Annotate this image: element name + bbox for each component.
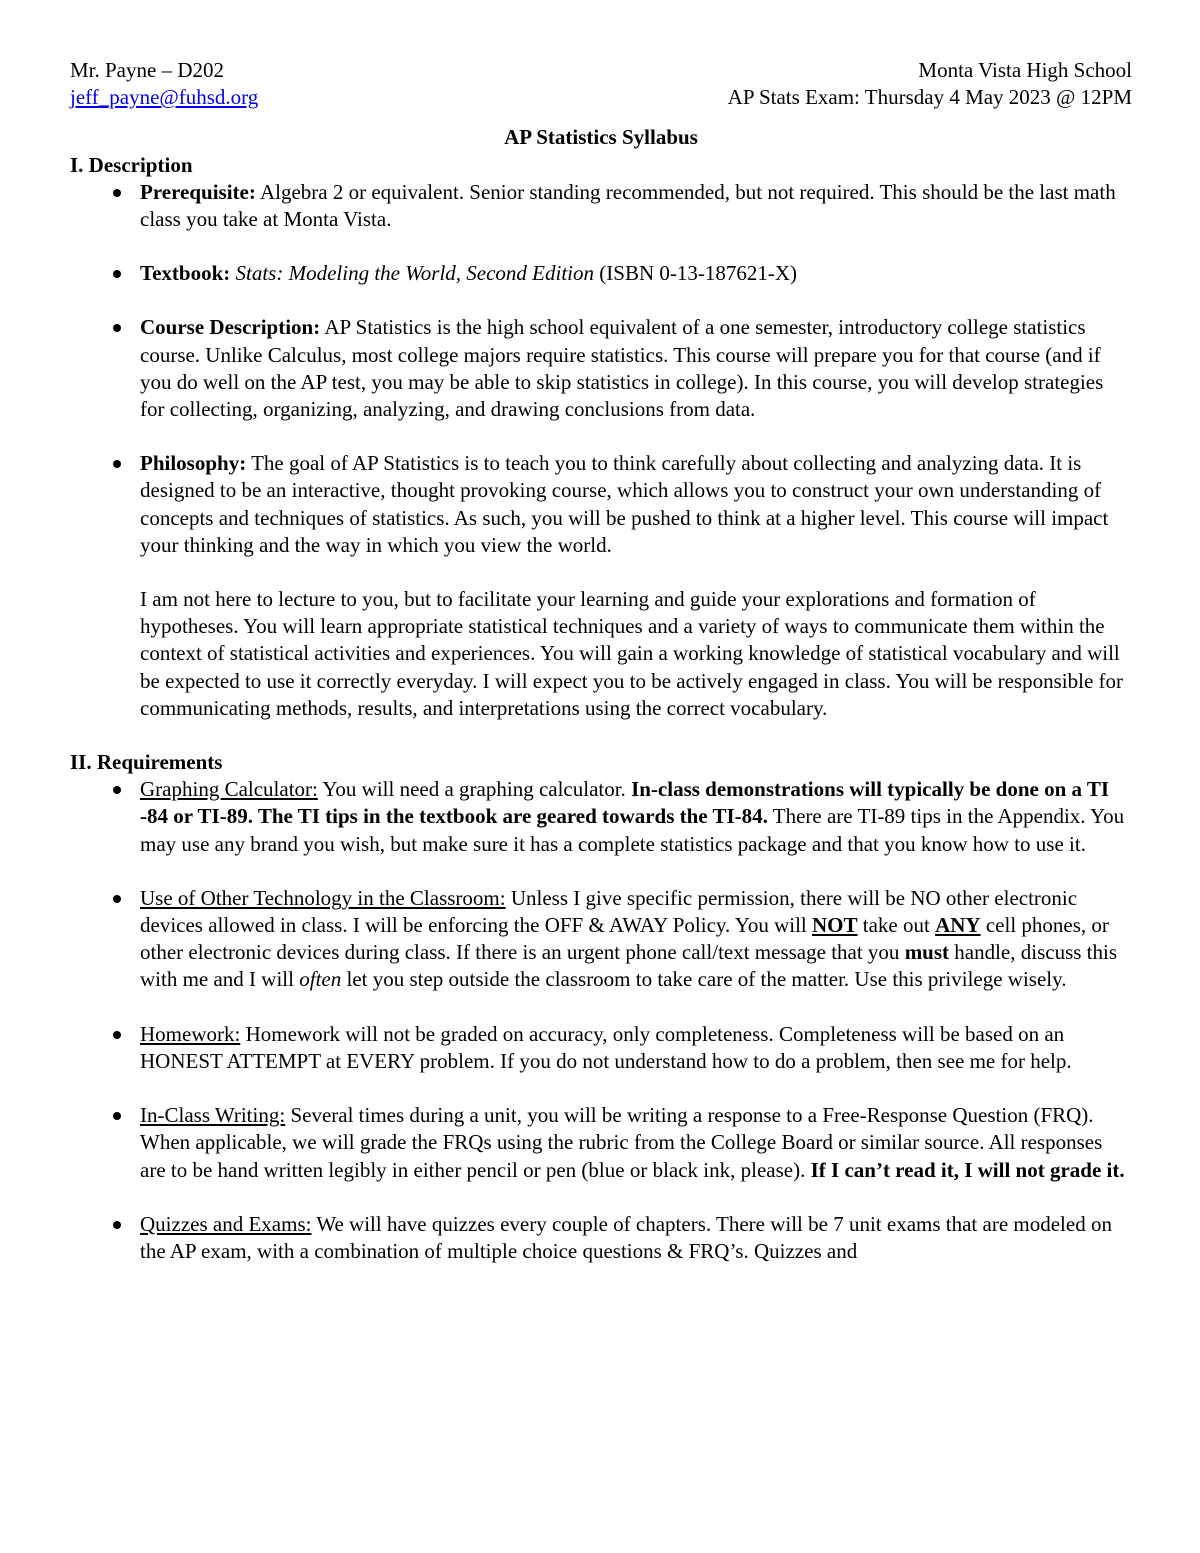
school-name: Monta Vista High School [918, 58, 1132, 82]
calculator-bold-text: In-class demonstrations will typically be done on a TI -84 or TI-89. The TI tips in the textbook are geared towards the TI-84. [140, 777, 1110, 829]
philosophy-text: The goal of AP Statistics is to teach you to think carefully about collecting and analyzing data. It is designed to be an interactive, thought provoking course, which allows you to construct your own understanding of concepts and techniques of statistics. As such, you will be pushed to think at a higher level. This course will impact your thinking and the way in which you view the world. [140, 451, 1109, 557]
technology-must-emphasis: must [904, 940, 950, 965]
teacher-email-link[interactable]: jeff_payne@fuhsd.org [70, 85, 259, 110]
syllabus-page [70, 57, 1132, 1265]
document-title: AP Statistics Syllabus [504, 125, 698, 150]
header-right [728, 57, 1132, 111]
technology-text-1: Unless I give specific permission, there will be NO other electronic devices allowed in class. I will be enforcing the OFF & AWAY Policy. You will [140, 885, 1078, 938]
calculator-label: Graphing Calculator: [140, 777, 318, 802]
textbook-title: Stats: Modeling the World, Second Edition [235, 261, 595, 286]
teacher-name: Mr. Payne – D202 [70, 58, 224, 82]
requirements-list [70, 776, 1132, 1265]
homework-label: Homework: [140, 1021, 241, 1046]
course-description-text: AP Statistics is the high school equivalent of a one semester, introductory college statistics course. Unlike Calculus, most college majors require statistics. This course will prepare you for that course (and if you do well on the AP test, you may be able to skip statistics in college). In this course, you will develop strategies for collecting, organizing, analyzing, and drawing conclusions from data. [140, 315, 1104, 422]
technology-text-2: take out [857, 913, 936, 938]
list-item-textbook [70, 260, 1132, 287]
section-description-heading: I. Description [70, 152, 193, 177]
textbook-label: Textbook: [140, 261, 231, 286]
technology-not-emphasis: NOT [812, 913, 858, 938]
calculator-text-1: You will need a graphing calculator. [317, 777, 632, 802]
section-requirements-heading: II. Requirements [70, 750, 223, 775]
list-item-homework [70, 1021, 1132, 1075]
list-item-course-description [70, 314, 1132, 423]
list-item-philosophy [70, 450, 1132, 722]
list-item-technology [70, 885, 1132, 994]
list-item-calculator [70, 776, 1132, 858]
writing-text: Several times during a unit, you will be writing a response to a Free-Response Question (FRQ). When applicable, we will grade the FRQs using the rubric from the College Board or similar source. All responses are to be hand written legibly in either pencil or pen (blue or black ink, please). [140, 1103, 1103, 1182]
quizzes-label: Quizzes and Exams: [140, 1211, 312, 1236]
philosophy-paragraph-2: I am not here to lecture to you, but to facilitate your learning and guide your explorations and formation of hypotheses. You will learn appropriate statistical techniques and a variety of ways to communicate them within the context of statistical activities and experiences. You will gain a working knowledge of statistical vocabulary and will be expected to use it correctly everyday. I will expect you to be actively engaged in class. You will be responsible for communicating methods, results, and interpretations using the correct vocabulary. [140, 587, 1124, 720]
technology-often-emphasis: often [299, 967, 342, 992]
list-item-quizzes-exams [70, 1211, 1132, 1265]
technology-label: Use of Other Technology in the Classroom: [140, 885, 506, 910]
philosophy-label: Philosophy: [140, 451, 247, 476]
exam-date: AP Stats Exam: Thursday 4 May 2023 @ 12PM [727, 85, 1132, 110]
technology-text-3: cell phones, or other electronic devices during class. If there is an urgent phone call/text message that you [140, 913, 1109, 965]
quizzes-text: We will have quizzes every couple of chapters. There will be 7 unit exams that are modeled on the AP exam, with a combination of multiple choice questions & FRQ’s. Quizzes and [140, 1211, 1112, 1263]
technology-text-4: handle, discuss this with me and I will [140, 940, 1118, 992]
description-list [70, 179, 1132, 722]
technology-any-emphasis: ANY [935, 913, 981, 938]
technology-text-5: let you step outside the classroom to take care of the matter. Use this privilege wisely. [341, 967, 1067, 992]
writing-bold-text: If I can’t read it, I will not grade it. [810, 1157, 1125, 1182]
prerequisite-text: Algebra 2 or equivalent. Senior standing recommended, but not required. This should be the last math class you take at Monta Vista. [140, 179, 1116, 232]
list-item-prerequisite [70, 179, 1132, 233]
header-left [70, 57, 258, 111]
textbook-isbn: (ISBN 0-13-187621-X) [594, 261, 798, 286]
document-header [70, 57, 1132, 111]
course-description-label: Course Description: [140, 315, 321, 340]
list-item-in-class-writing [70, 1102, 1132, 1184]
calculator-text-2: There are TI-89 tips in the Appendix. You may use any brand you wish, but make sure it has a complete statistics package and that you know how to use it. [140, 804, 1125, 856]
prerequisite-label: Prerequisite: [140, 179, 256, 204]
homework-text: Homework will not be graded on accuracy, only completeness. Completeness will be based on an HONEST ATTEMPT at EVERY problem. If you do not understand how to do a problem, then see me for help. [140, 1021, 1072, 1073]
writing-label: In-Class Writing: [140, 1103, 286, 1128]
